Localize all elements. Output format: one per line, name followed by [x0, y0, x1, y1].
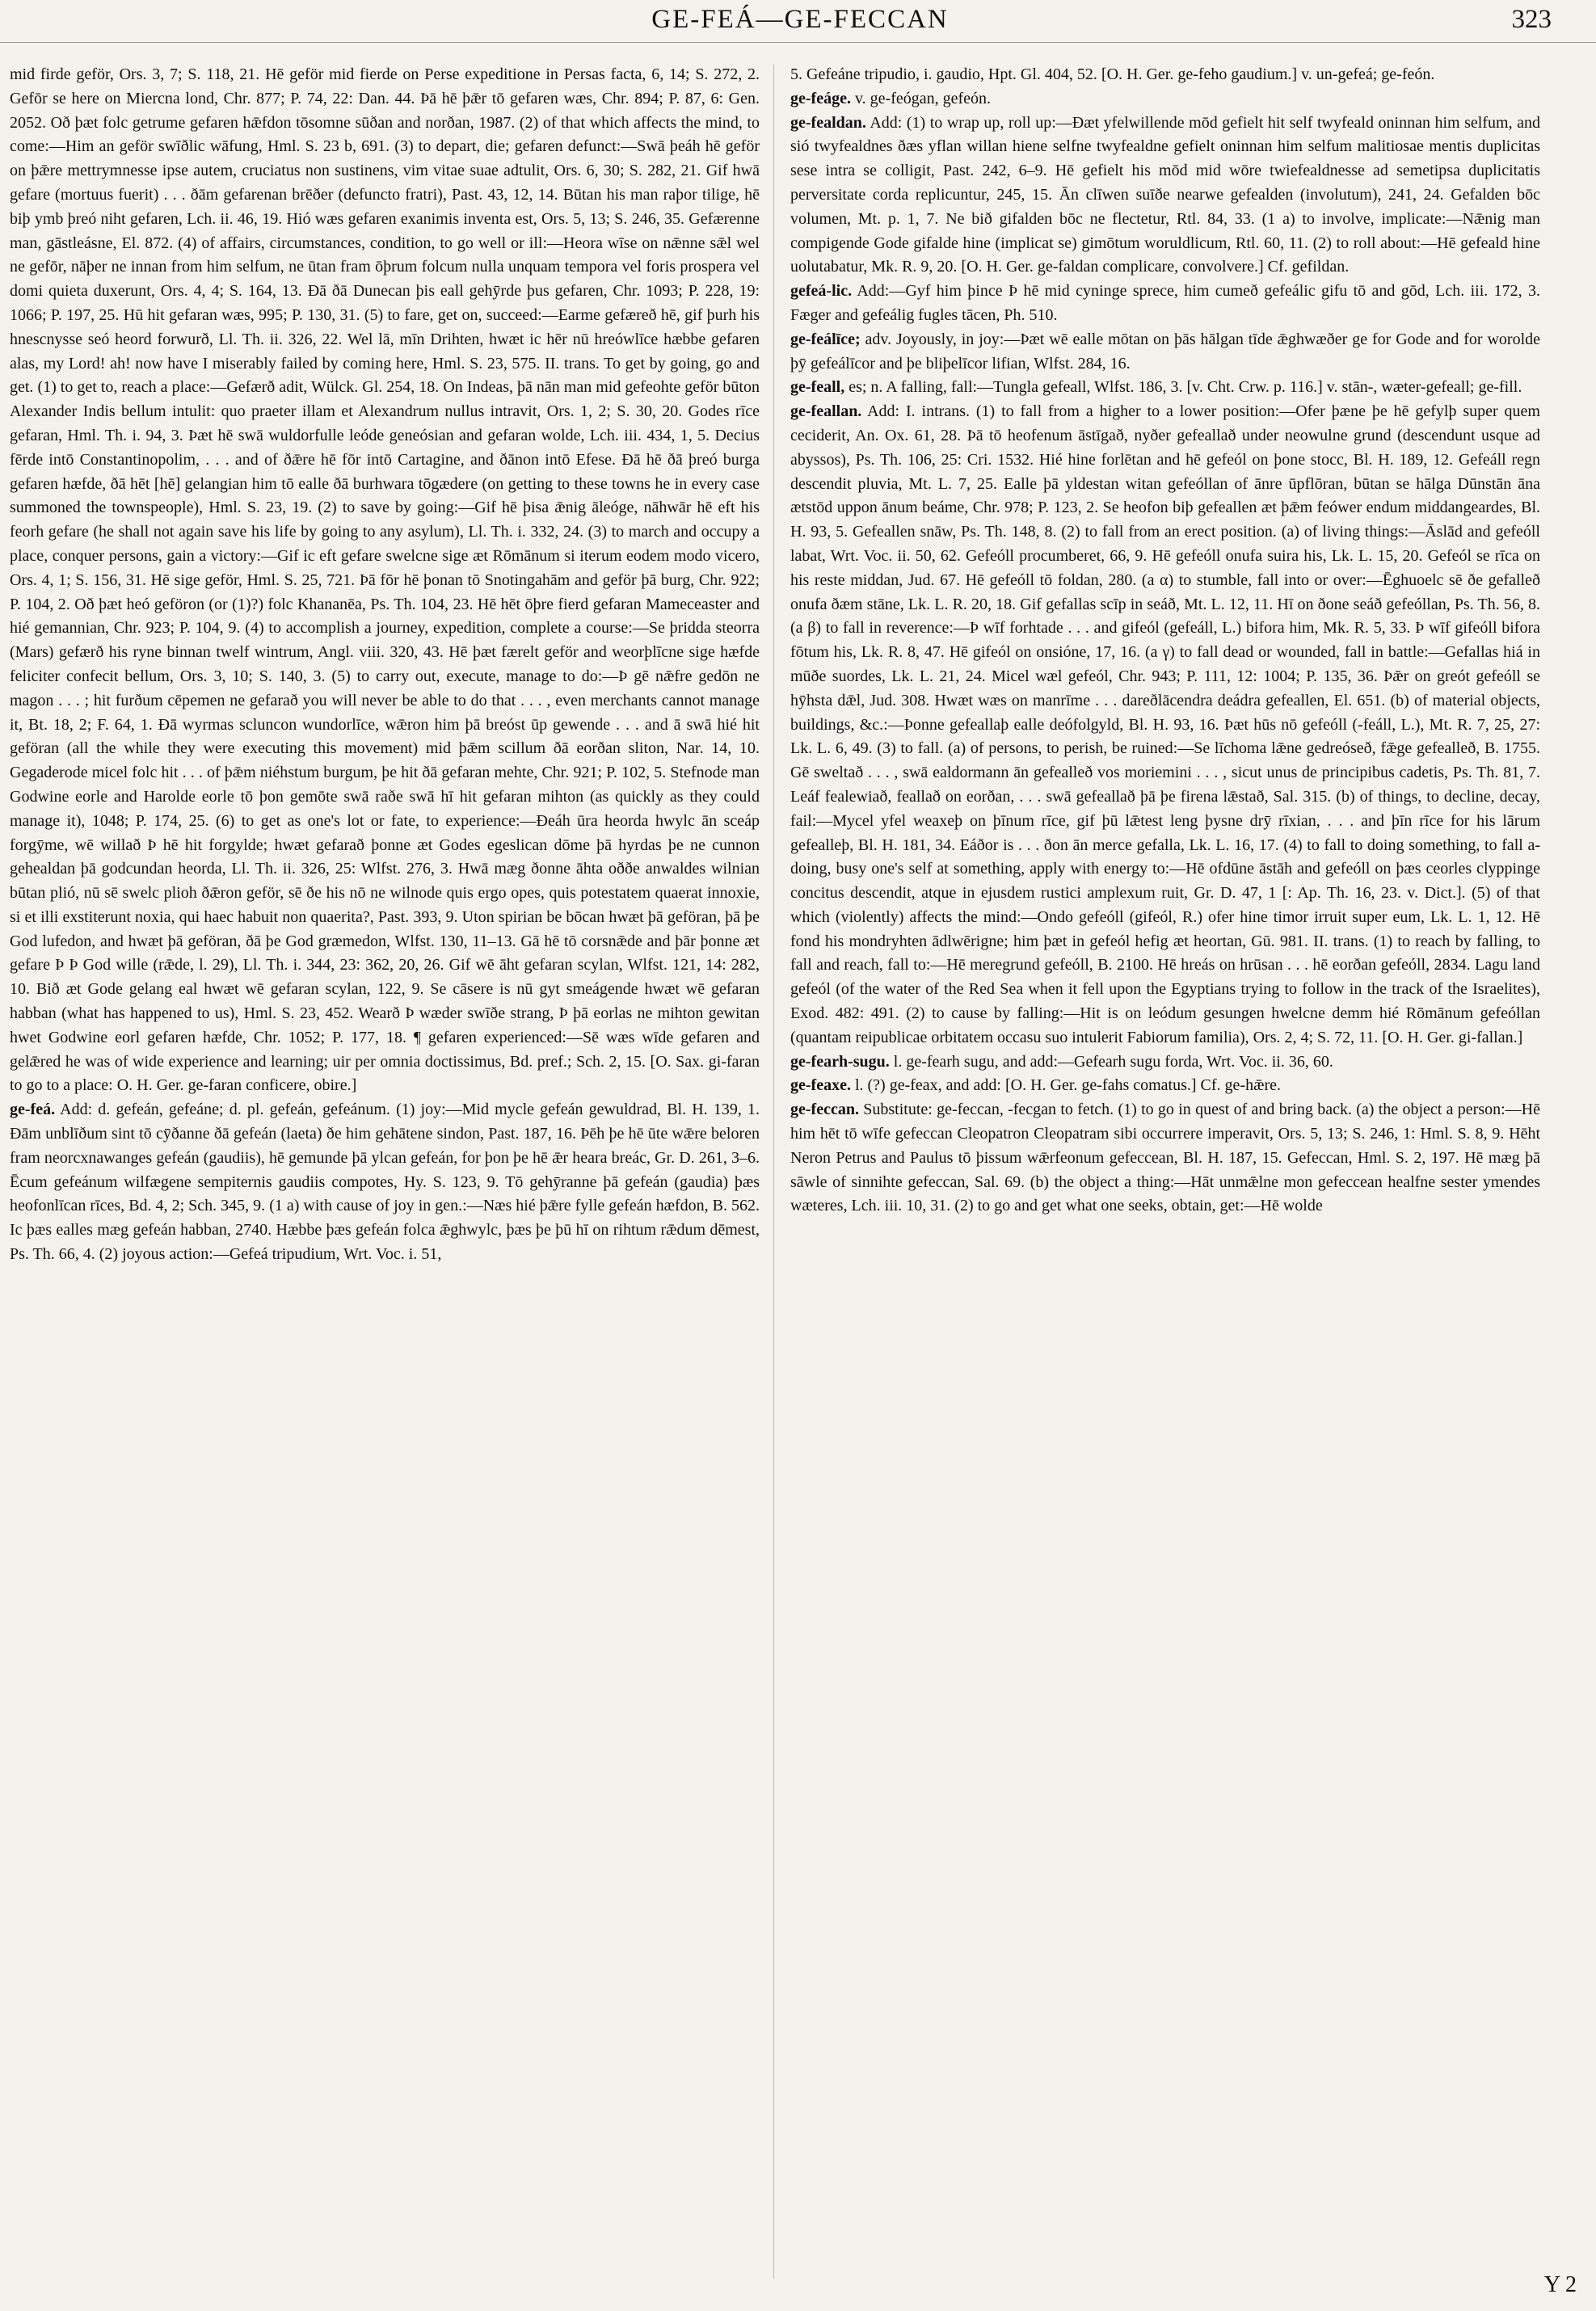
entry-text: mid firde geför, Ors. 3, 7; S. 118, 21. Hē geför mid fierde on Perse expeditione in Persas facta, 6, 14; S. 272, 2. Gefōr se here on Miercna lond, Chr. 877; P. 74, 22: Dan. 44. Þā hē þǣr tō gefaren wæs, Chr. 894; P. 87, 6: Gen. 2052. Oð þæt folc getrume gefaren hǣfdon tōsomne sūðan and norðan, 1987. (2) of that which affects the mind, to come:—Him an geför swīðlic wāfung, Hml. S. 23 b, 691. (3) to depart, die; gefaren defunct:—Swā þeáh hē geför on þǣre mettrymnesse ipse autem, cruciatus non sustinens, vim vitae suae adtulit, Ors. 6, 30; S. 282, 21. Gif hwā gefare (mortuus fuerit) . . . ðām gefarenan brēðer (defuncto fratri), Past. 43, 12, 14. Būtan his man raþor tilige, hē biþ ymb þreó niht gefaren, Lch. ii. 46, 19. Hió wæs gefaren exanimis inventa est, Ors. 5, 13; S. 246, 35. Gefærenne man, gāstleásne, El. 872. (4) of affairs, circumstances, condition, to go well or ill:—Heora wīse on nǣnne sǣl wel ne gefōr, nāþer ne innan from him selfum, ne ūtan fram ōþrum folcum nulla unquam tempora vel foris prospera vel domi quieta duxerunt, Ors. 4, 4; S. 164, 13. Ðā ðā Dunecan þis eall gehȳrde þus gefaren, Chr. 1093; P. 228, 19: 1066; P. 197, 25. Hū hit gefaran wæs, 995; P. 130, 31. (5) to fare, get on, succeed:—Earme gefæreð hē, gif þurh his hnescnysse seó heord forwurð, Ll. Th. ii. 326, 22. Wel lā, mīn Drihten, hwæt ic hēr nū hreówlīce hæbbe gefaren alas, my Lord! ah! now have I miserably failed by coming here, Hml. S. 23, 575. II. trans. To get by going, go and get. (1) to get to, reach a place:—Gefærð adit, Wülck. Gl. 254, 18. On Indeas, þā nān man mid gefeohte geför būton Alexander Indis bellum intulit: quo praeter illam et Alexandrum nullus intravit, Ors. 1, 2; S. 30, 20. Godes rīce gefaran, Hml. Th. i. 94, 3. Þæt hē swā wuldorfulle leóde geneósian and gefaran wolde, Lch. iii. 434, 1, 5. Decius fērde intō Constantinopolim, . . . and of ðǣre hē fōr intō Cartagine, and ðānon intō Efese. Ðā hē ðā þreó burga gefaren hæfde, ðā hēt [hē] gelangian him tō ealle ðā burhwara tōgædere (on getting to these towns he in every case summoned the townspeople), Hml. S. 23, 19. (2) to save by going:—Gif hē þisa ǣnig āleóge, nāhwār hē eft his feorh gefare (he shall not again save his life by going to any asylum), Ll. Th. i. 332, 24. (3) to march and occupy a place, conquer persons, gain a victory:—Gif ic eft gefare swelcne sige æt Rōmānum si iterum eodem modo vicero, Ors. 4, 1; S. 156, 31. Hē sige geför, Hml. S. 25, 721. Þā fōr hē þonan tō Snotingahām and geför þā burg, Chr. 922; P. 104, 2. Oð þæt heó geföron (or (1)?) folc Khananēa, Ps. Th. 104, 23. Hē hēt ōþre fierd gefaran Mameceaster and hié gemannian, Chr. 923; P. 104, 9. (4) to accomplish a journey, expedition, complete a course:—Se þridda steorra (Mars) gefærð his ryne binnan twelf wintrum, Angl. viii. 320, 43. Hē þæt færelt geför and weorþlīcne sige hæfde feliciter confecit bellum, Ors. 3, 10; S. 140, 3. (5) to carry out, execute, manage to do:—Þ gē nǣfre gedōn ne magon . . . ; hit furðum cēpemen ne gefarað you will never be able to do that . . . , even merchants cannot manage it, Bt. 18, 2; F. 64, 1. Ðā wyrmas scluncon wundorlīce, wǣron him þā breóst ūp gewende . . . and ā swā hié hit geföran (all the while they were executing this movement) mid þǣm scillum ðā eorðan sliton, Nar. 14, 10. Gegaderode micel folc hit . . . of þǣm niéhstum burgum, þe hit ðā gefaran mehte, Chr. 921; P. 102, 5. Stefnode man Godwine eorle and Harolde eorle tō þon gemōte swā raðe swā hī hit gefaran mihton (as quickly as they could manage it), 1048; P. 174, 25. (6) to get as one's lot or fate, to experience:—Ðeáh ūra heorda hwylc ān sceáp forgȳme, wē willað Þ hē hit forgylde; hwæt gefarað þonne æt Godes egeslican dōme þā hyrdas þe ne cunnon gehealdan þā godcundan heorda, Ll. Th. ii. 326, 25: Wlfst. 276, 3. Hwā mæg ðonne āhta oððe anwaldes wilnian būtan plió, nū sē swelc plioh ðǣron geför, sē ðe his nō ne wilnode quis ergo opes, quis potestatem quaerat innoxie, si et illi exstiterunt noxia, qui haec habuit non quaerita?, Past. 393, 9. Uton spirian be bōcan hwæt þā geföran, þā þe God lufedon, and hwæt þā geföran, ðā þe God græmedon, Wlfst. 130, 11–13. Gā hē tō corsnǣde and þār þonne æt gefare Þ Þ God wille (rǣde, l. 29), Ll. Th. i. 344, 23: 362, 20, 26. Gif wē āht gefaran scylan, Wlfst. 121, 14: 282, 10. Bið æt Gode gelang eal hwæt wē gefaran scylan, 122, 9. Se cāsere is nū gyt smeágende hwæt wē gefaran habban (what has happened to us), Hml. S. 23, 452. Wearð Þ wæder swīðe strang, Þ þā eorlas ne mihton gewitan hwet Godwine eorl gefaren hæfde, Chr. 1052; P. 177, 18. ¶ gefaren experienced:—Sē wæs wīde gefaren and gelǣred he was of wide experience and learning; uir per omnia doctissimus, Bd. pref.; Sch. 2, 15. [O. Sax. gi-faran to go to a place: O. H. Ger. ge-faran conficere, obire.] — [10, 65, 760, 1095]
entry — [790, 280, 1540, 328]
entry-text: Add: d. gefeán, gefeáne; d. pl. gefeán, gefeánum. (1) joy:—Mid mycle gefeán gewuldrad, Bl. H. 139, 1. Ðām unblīðum sint tō cȳðanne ðā gefeán (laeta) ðe him gehātene sindon, Past. 187, 16. Þēh þe hē ūte wǣre beloren fram neorcxnawanges gefeán (gaudiis), hē gemunde þā ylcan gefeán, for þon þe hē ǣr hearа breác, Gr. D. 261, 3–6. Ēcum gefeánum wilfægene sempiternis gaudiis compotes, Hy. S. 123, 9. Tō gehȳranne þā gefeán (gaudia) þæs heofonlīcan rīces, Bd. 4, 2; Sch. 345, 9. (1 a) with cause of joy in gen.:—Næs hié þǣre fylle gefeán hæfdon, B. 562. Ic þæs ealles mæg gefeán habban, 2740. Hæbbe þæs gefeán folca ǣghwylc, þæs þe þū hī on rihtum rǣdum dēmest, Ps. Th. 66, 4. (2) joyous action:—Gefeá tripudium, Wrt. Voc. i. 51, — [10, 1101, 760, 1264]
entry — [790, 376, 1540, 400]
entry-headword: gefeá-lic. — [790, 282, 853, 301]
running-head — [48, 5, 1552, 40]
entry-text: 5. Gefeáne tripudio, i. gaudio, Hpt. Gl. 404, 52. [O. H. Ger. ge-feho gaudium.] v. un-gefeá; ge-feón. — [790, 65, 1435, 83]
left-column — [10, 63, 760, 2269]
entry-text: Add: (1) to wrap up, roll up:—Ðæt yfelwillende mōd gefielt hit self twyfeald oninnan him selfum, and sió twyfealdnes ðæs yflan willan hiene selfne twyfealdne gefielt oninnan him selfum malitiosae mentis duplicitas sese intra se colligit, Past. 242, 6–9. Hē gefielt his mōd mid wōre twiefealdnesse ad semetipsa duplicitatis perversitate corda replicuntur, 245, 15. Ān clīwen suīðe nearwe gefealden (involutum), 241, 24. Gefalden bōc volumen, Mt. p. 1, 7. Ne bið gifalden bōc ne flectetur, Rtl. 84, 33. (1 a) to involve, implicate:—Nǣnig man compigende Gode gifalde hine (implicat se) gimōtum woruldlicum, Rtl. 60, 11. (2) to roll about:—Hē gefeald hine uolutabatur, Mk. R. 9, 20. [O. H. Ger. ge-faldan complicare, convolvere.] Cf. gefildan. — [790, 113, 1540, 276]
entry-headword: ge-feálīce; — [790, 330, 861, 348]
entry-text: es; n. A falling, fall:—Tungla gefeall, Wlfst. 186, 3. [v. Cht. Crw. p. 116.] v. stān-, wæter-gefeall; ge-fill. — [849, 378, 1522, 397]
entry — [790, 400, 1540, 1050]
entry-headword: ge-feall, — [790, 378, 845, 397]
entry-headword: ge-feáge. — [790, 89, 851, 107]
entry-headword: ge-feccan. — [790, 1101, 859, 1119]
entry — [790, 63, 1540, 87]
page-number: 323 — [1511, 5, 1552, 34]
header-rule — [0, 42, 1596, 43]
entry-text: Substitute: ge-feccan, -fecgan to fetch. (1) to go in quest of and bring back. (a) the object a person:—Hē him hēt tō wīfe gefeccan Cleopatron Cleopatram sibi occurrere imperavit, Ors. 5, 13; S. 246, 1: Hml. S. 8, 9. Hēht Neron Petrus and Paulus tō þissum wǣrfeonum gefeccean, Bl. H. 187, 15. Gefeccan, Hml. S. 2, 197. Hē mæg þā sāwle of sinnihte gefeccan, Sal. 69. (b) the object a thing:—Hāt unmǣlne mon gefeccean healfne sester ymendes wæteres, Lch. iii. 10, 31. (2) to go and get what one seeks, obtain, get:—Hē wolde — [790, 1101, 1540, 1215]
entry — [790, 328, 1540, 377]
running-title: GE-FEÁ—GE-FECCAN — [651, 5, 949, 34]
entry-headword: ge-fearh-sugu. — [790, 1052, 890, 1071]
entry-headword: ge-feaxe. — [790, 1076, 851, 1095]
entry — [790, 1050, 1540, 1075]
entry — [790, 112, 1540, 280]
entry-text: v. ge-feógan, gefeón. — [854, 89, 992, 107]
entry-headword: ge-fealdan. — [790, 113, 866, 132]
entry-text: l. (?) ge-feax, and add: [O. H. Ger. ge-fahs comatus.] Cf. ge-hǣre. — [854, 1076, 1281, 1095]
entry-text: l. ge-fearh sugu, and add:—Gefearh sugu forda, Wrt. Voc. ii. 36, 60. — [893, 1052, 1333, 1071]
column-divider — [773, 65, 774, 2279]
entry-headword: ge-feallan. — [790, 402, 862, 421]
signature-mark: Y 2 — [1543, 2272, 1577, 2297]
entry — [790, 87, 1540, 112]
entry-text: adv. Joyously, in joy:—Þæt wē ealle mōtan on þās hālgan tīde ǣghwæðer ge for Gode and for worolde þȳ gefeálīcor and þe bliþelīcor lifian, Wlfst. 284, 16. — [790, 330, 1540, 373]
entry-text: Add: I. intrans. (1) to fall from a higher to a lower position:—Ofer þæne þe hē gefylþ super quem ceciderit, An. Ox. 61, 28. Þā tō heofenum āstīgað, nyðer gefeallað under neowulne grund (descendunt usque ad abyssos), Ps. Th. 106, 25: Cri. 1532. Hié hine forlētan and hē gefeól on þone stocc, Bl. H. 189, 12. Gefeáll regn descendit pluvia, Mt. L. 7, 25. Ealle þā yldestan witan gefeóllan of ānre ūpflōran, būtan se hālga Dūnstān āna ætstōd uppon ānum beáme, Chr. 978; P. 123, 2. Se heofon biþ gefeallen æt þǣm feówer endum middangeardes, Bl. H. 93, 5. Gefeallen snāw, Ps. Th. 148, 8. (2) to fall from an erect position. (a) of living things:—Āslād and gefeóll labat, Wrt. Voc. ii. 50, 62. Gefeóll procumberet, 66, 9. Hē gefeóll onufa suira his, Lk. L. 15, 20. Gefeól se rīca on his reste middan, Jud. 67. Hē gefeóll tō foldan, 280. (a α) to stumble, fall into or over:—Ēghuoelc sē ðe gefalleð onufa ðæm stāne, Lk. L. R. 20, 18. Gif gefallas scīp in seáð, Mt. L. 12, 11. Hī on ðone seáð gefeóllan, Ps. Th. 56, 8. (a β) to fall in reverence:—Þ wīf forhtade . . . and gifeól (gefeáll, L.) bifora him, Mk. R. 5, 33. Þ wīf gifeóll bifora fōtum his, Lk. R. 8, 47. Hē gifeól on onsióne, 17, 16. (a γ) to fall dead or wounded, fall in battle:—Gefallas hiá in mūðe suordes, Lk. L. 21, 24. Micel wæl gefeól, Chr. 943; P. 111, 12: 1004; P. 135, 36. Þǣr on greót gefeóll se hȳhsta dǣl, Jud. 308. Hwæt wæs on manrīme . . . dareðlācendra deádra gefeallen, El. 651. (b) of material objects, buildings, &c.:—Þonne gefeallaþ ealle deófolgyld, Bl. H. 93, 16. Þæt hūs nō gefeóll (-feáll, L.), Mt. R. 7, 25, 27: Lk. L. 6, 49. (3) to fall. (a) of persons, to perish, be ruined:—Se līchoma lǣne gedreóseð, fǣge gefealleð, B. 1755. Gē sweltað . . . , swā ealdormann ān gefealleð vos moriemini . . . , sicut unus de principibus cadetis, Ps. Th. 81, 7. Leáf fealewiað, feallað on eorðan, . . . swā gefeallað þā þe firena lǣstað, Sal. 315. (b) of things, to decline, decay, fail:—Mycel yfel weaxeþ on þīnum rīce, gif þū lǣtest leng þysne drȳ rīxian, . . . and þīn rīce for his lārum gefealleþ, Bl. H. 181, 34. Eáðor is . . . ðon ān merce gefalla, Lk. L. 16, 17. (4) to fall to doing something, to fall a-doing, busy one's self at something, apply with energy to:—Hē ofdūne āstāh and gefeóll on þæs ceorles clyppinge concitus descendit, atque in ejusdem rustici amplexum ruit, Gr. D. 47, 1 [: Ap. Th. 16, 23. v. Dict.]. (5) of that which (violently) affects the mind:—Ondo gefeóll (gifeól, R.) ofer hine timor irruit super eum, Lk. L. 1, 12. Hē fond his mondryhten ādlwērigne; him þæt in gefeól hefig æt heortan, Gū. 981. II. trans. (1) to reach by falling, to fall and reach, fall to:—Hē meregrund gefeóll, B. 2100. Hē hreás on hrūsan . . . hē eorðan gefeóll, 2834. Lagu land gefeól (of the water of the Red Sea when it fell upon the Egyptians trying to follow in the track of the Israelites), Exod. 482: 491. (2) to cause by falling:—Hit is on leódum gesungen hwelcne demm hié Rōmānum gefeóllan (quantam reipublicae orbitatem occasu suo intulerit Fabiorum familia), Ors. 2, 4; S. 72, 11. [O. H. Ger. gi-fallan.] — [790, 402, 1540, 1046]
entry — [10, 63, 760, 1098]
right-column — [790, 63, 1540, 2269]
entry-text: Add:—Gyf him þince Þ hē mid cyninge sprece, him cumeð gefeálic gifu tō and gōd, Lch. iii. 172, 3. Fæger and gefeálig fugles tācen, Ph. 510. — [790, 282, 1540, 324]
entry-headword: ge-feá. — [10, 1101, 56, 1119]
entry — [10, 1098, 760, 1267]
entry — [790, 1074, 1540, 1098]
entry — [790, 1098, 1540, 1219]
